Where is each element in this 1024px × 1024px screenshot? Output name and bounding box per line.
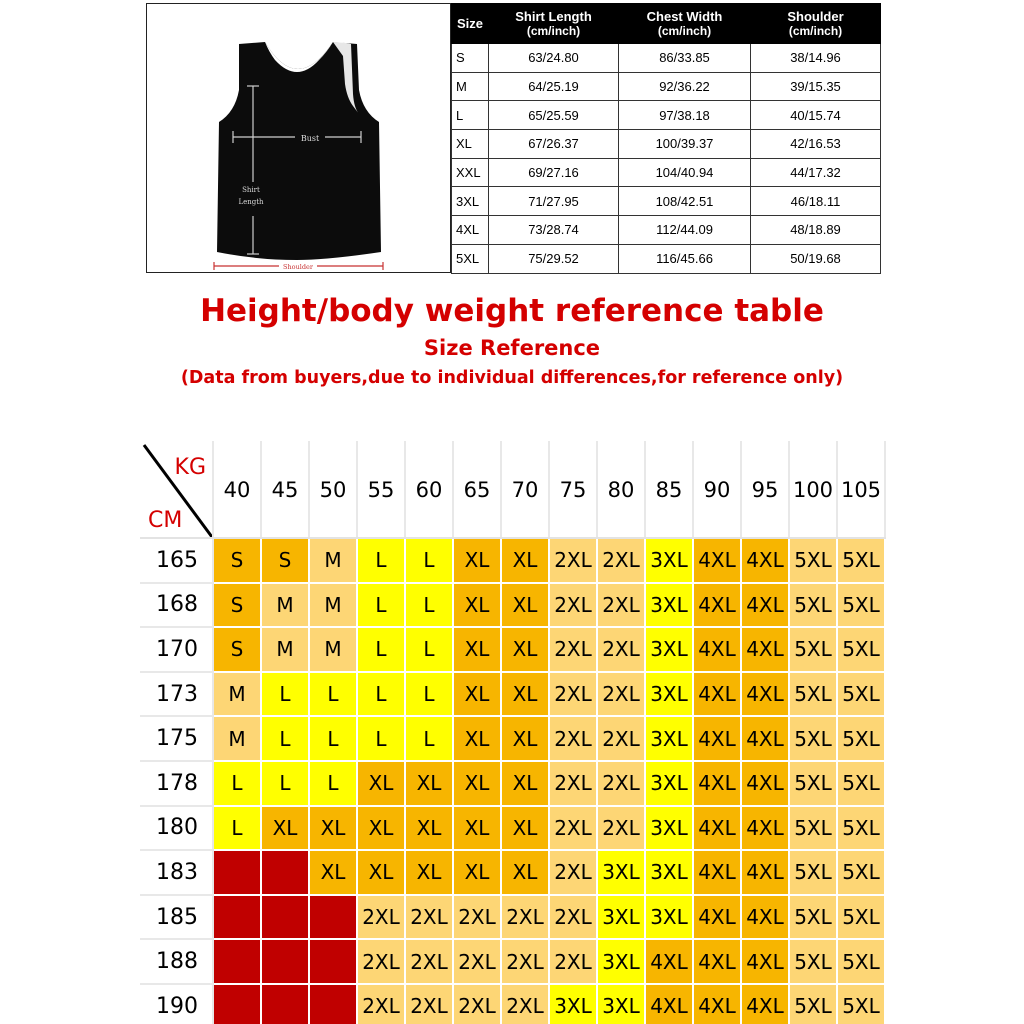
size-recommendation-cell: L bbox=[357, 672, 405, 717]
height-row bbox=[141, 850, 885, 895]
size-recommendation-cell: XL bbox=[501, 672, 549, 717]
size-recommendation-cell: 2XL bbox=[549, 850, 597, 895]
size-recommendation-cell: S bbox=[213, 538, 261, 583]
size-recommendation-cell: 3XL bbox=[645, 583, 693, 628]
measurement-cell: 73/28.74 bbox=[489, 216, 619, 245]
measurement-cell: 112/44.09 bbox=[619, 216, 751, 245]
size-recommendation-cell: 3XL bbox=[645, 806, 693, 851]
height-value-cell: 185 bbox=[141, 895, 213, 940]
size-table-row bbox=[452, 216, 881, 245]
not-applicable-cell bbox=[261, 984, 309, 1024]
size-recommendation-cell: 2XL bbox=[357, 895, 405, 940]
size-recommendation-cell: L bbox=[357, 538, 405, 583]
size-recommendation-cell: 2XL bbox=[549, 716, 597, 761]
size-recommendation-cell: 4XL bbox=[693, 761, 741, 806]
size-table-row bbox=[452, 72, 881, 101]
size-recommendation-cell: 5XL bbox=[789, 672, 837, 717]
size-recommendation-cell: L bbox=[213, 806, 261, 851]
measurement-cell: 108/42.51 bbox=[619, 187, 751, 216]
size-recommendation-cell: 5XL bbox=[837, 939, 885, 984]
height-value-cell: 190 bbox=[141, 984, 213, 1024]
height-weight-reference-grid bbox=[140, 441, 886, 1024]
size-recommendation-cell: XL bbox=[453, 850, 501, 895]
weight-column-header: 85 bbox=[645, 442, 693, 538]
size-recommendation-cell: 2XL bbox=[501, 895, 549, 940]
height-value-cell: 175 bbox=[141, 716, 213, 761]
size-recommendation-cell: 4XL bbox=[645, 984, 693, 1024]
weight-column-header: 55 bbox=[357, 442, 405, 538]
size-recommendation-cell: XL bbox=[453, 538, 501, 583]
weight-column-header: 45 bbox=[261, 442, 309, 538]
size-recommendation-cell: L bbox=[405, 538, 453, 583]
not-applicable-cell bbox=[309, 939, 357, 984]
measurement-cell: 97/38.18 bbox=[619, 101, 751, 130]
size-recommendation-cell: 2XL bbox=[597, 761, 645, 806]
weight-header-row bbox=[141, 442, 885, 538]
size-table-row bbox=[452, 158, 881, 187]
size-cell: S bbox=[452, 44, 489, 73]
size-recommendation-cell: 2XL bbox=[549, 583, 597, 628]
size-recommendation-cell: L bbox=[357, 716, 405, 761]
tank-top-shape bbox=[217, 42, 381, 260]
not-applicable-cell bbox=[309, 984, 357, 1024]
size-recommendation-cell: XL bbox=[501, 583, 549, 628]
shirt-length-label-1: Shirt bbox=[242, 186, 260, 194]
measurement-cell: 63/24.80 bbox=[489, 44, 619, 73]
size-recommendation-cell: 4XL bbox=[741, 895, 789, 940]
size-table-header: Chest Width (cm/inch) bbox=[619, 4, 751, 44]
size-recommendation-cell: 2XL bbox=[597, 583, 645, 628]
size-recommendation-cell: 4XL bbox=[693, 672, 741, 717]
size-recommendation-cell: 5XL bbox=[789, 850, 837, 895]
size-recommendation-cell: 2XL bbox=[453, 984, 501, 1024]
height-row bbox=[141, 895, 885, 940]
measurement-cell: 64/25.19 bbox=[489, 72, 619, 101]
size-recommendation-cell: 2XL bbox=[597, 806, 645, 851]
size-recommendation-cell: L bbox=[405, 627, 453, 672]
height-row bbox=[141, 627, 885, 672]
weight-column-header: 75 bbox=[549, 442, 597, 538]
measurement-cell: 50/19.68 bbox=[751, 244, 881, 273]
size-recommendation-cell: 2XL bbox=[597, 538, 645, 583]
size-table-row bbox=[452, 244, 881, 273]
size-recommendation-cell: M bbox=[261, 627, 309, 672]
weight-column-header: 90 bbox=[693, 442, 741, 538]
weight-column-header: 80 bbox=[597, 442, 645, 538]
size-recommendation-cell: 2XL bbox=[597, 627, 645, 672]
size-recommendation-cell: 5XL bbox=[837, 716, 885, 761]
height-value-cell: 178 bbox=[141, 761, 213, 806]
size-recommendation-cell: 5XL bbox=[789, 939, 837, 984]
size-recommendation-cell: 5XL bbox=[837, 538, 885, 583]
measurement-cell: 46/18.11 bbox=[751, 187, 881, 216]
weight-column-header: 40 bbox=[213, 442, 261, 538]
measurement-cell: 40/15.74 bbox=[751, 101, 881, 130]
not-applicable-cell bbox=[309, 895, 357, 940]
size-recommendation-cell: S bbox=[213, 627, 261, 672]
measurement-cell: 92/36.22 bbox=[619, 72, 751, 101]
size-recommendation-cell: 4XL bbox=[693, 627, 741, 672]
measurement-cell: 39/15.35 bbox=[751, 72, 881, 101]
size-table-header: Size bbox=[452, 4, 489, 44]
shirt-length-label-2: Length bbox=[238, 198, 264, 206]
weight-column-header: 70 bbox=[501, 442, 549, 538]
size-recommendation-cell: XL bbox=[453, 806, 501, 851]
size-recommendation-cell: 3XL bbox=[549, 984, 597, 1024]
size-recommendation-cell: XL bbox=[501, 716, 549, 761]
size-cell: M bbox=[452, 72, 489, 101]
size-cell: XXL bbox=[452, 158, 489, 187]
height-value-cell: 170 bbox=[141, 627, 213, 672]
size-recommendation-cell: XL bbox=[357, 761, 405, 806]
weight-column-header: 95 bbox=[741, 442, 789, 538]
size-recommendation-cell: 3XL bbox=[645, 761, 693, 806]
reference-table-subtitle: Size Reference bbox=[423, 336, 601, 360]
size-recommendation-cell: 5XL bbox=[789, 716, 837, 761]
measurement-cell: 65/25.59 bbox=[489, 101, 619, 130]
measurement-cell: 38/14.96 bbox=[751, 44, 881, 73]
size-recommendation-cell: XL bbox=[453, 583, 501, 628]
size-recommendation-cell: XL bbox=[405, 761, 453, 806]
size-recommendation-cell: M bbox=[309, 583, 357, 628]
size-recommendation-cell: 5XL bbox=[789, 583, 837, 628]
not-applicable-cell bbox=[261, 939, 309, 984]
size-recommendation-cell: 3XL bbox=[645, 672, 693, 717]
size-recommendation-cell: 2XL bbox=[597, 716, 645, 761]
size-table-row bbox=[452, 101, 881, 130]
size-recommendation-cell: 4XL bbox=[693, 850, 741, 895]
size-recommendation-cell: 5XL bbox=[789, 538, 837, 583]
size-recommendation-cell: 2XL bbox=[405, 984, 453, 1024]
size-recommendation-cell: L bbox=[405, 583, 453, 628]
size-recommendation-cell: 2XL bbox=[597, 672, 645, 717]
height-value-cell: 168 bbox=[141, 583, 213, 628]
height-row bbox=[141, 538, 885, 583]
size-recommendation-cell: 3XL bbox=[645, 895, 693, 940]
size-table-header-row bbox=[452, 4, 881, 44]
height-row bbox=[141, 984, 885, 1024]
size-recommendation-cell: 2XL bbox=[549, 538, 597, 583]
size-measurement-table bbox=[451, 3, 881, 274]
height-row bbox=[141, 672, 885, 717]
size-recommendation-cell: 2XL bbox=[501, 984, 549, 1024]
size-table-row bbox=[452, 44, 881, 73]
size-recommendation-cell: XL bbox=[501, 806, 549, 851]
size-recommendation-cell: XL bbox=[501, 850, 549, 895]
size-recommendation-cell: 2XL bbox=[357, 984, 405, 1024]
size-recommendation-cell: 3XL bbox=[597, 850, 645, 895]
size-recommendation-cell: 2XL bbox=[405, 895, 453, 940]
height-value-cell: 188 bbox=[141, 939, 213, 984]
size-recommendation-cell: XL bbox=[501, 538, 549, 583]
size-recommendation-cell: XL bbox=[501, 761, 549, 806]
not-applicable-cell bbox=[213, 984, 261, 1024]
size-recommendation-cell: L bbox=[405, 716, 453, 761]
size-recommendation-cell: XL bbox=[405, 850, 453, 895]
size-recommendation-cell: XL bbox=[453, 672, 501, 717]
size-recommendation-cell: L bbox=[309, 761, 357, 806]
not-applicable-cell bbox=[213, 850, 261, 895]
size-recommendation-cell: M bbox=[213, 716, 261, 761]
size-recommendation-cell: 4XL bbox=[741, 984, 789, 1024]
size-table-body bbox=[452, 44, 881, 274]
weight-column-header: 100 bbox=[789, 442, 837, 538]
weight-column-header: 65 bbox=[453, 442, 501, 538]
size-recommendation-cell: XL bbox=[309, 850, 357, 895]
not-applicable-cell bbox=[213, 939, 261, 984]
size-table-row bbox=[452, 187, 881, 216]
size-cell: 4XL bbox=[452, 216, 489, 245]
size-recommendation-cell: 4XL bbox=[645, 939, 693, 984]
size-recommendation-cell: L bbox=[405, 672, 453, 717]
size-recommendation-cell: 3XL bbox=[597, 984, 645, 1024]
size-recommendation-cell: 4XL bbox=[741, 627, 789, 672]
size-recommendation-cell: 3XL bbox=[645, 850, 693, 895]
size-recommendation-cell: L bbox=[309, 672, 357, 717]
measurement-cell: 71/27.95 bbox=[489, 187, 619, 216]
size-table-header: Shoulder (cm/inch) bbox=[751, 4, 881, 44]
height-value-cell: 180 bbox=[141, 806, 213, 851]
height-row bbox=[141, 716, 885, 761]
size-recommendation-cell: 2XL bbox=[453, 895, 501, 940]
height-row bbox=[141, 583, 885, 628]
size-recommendation-cell: L bbox=[357, 627, 405, 672]
size-recommendation-cell: 4XL bbox=[741, 850, 789, 895]
size-recommendation-cell: 5XL bbox=[789, 761, 837, 806]
size-recommendation-cell: 4XL bbox=[741, 583, 789, 628]
size-recommendation-cell: 5XL bbox=[837, 806, 885, 851]
measurement-cell: 48/18.89 bbox=[751, 216, 881, 245]
height-row bbox=[141, 761, 885, 806]
shoulder-label: Shoulder bbox=[283, 263, 313, 271]
size-recommendation-cell: 5XL bbox=[789, 895, 837, 940]
size-recommendation-cell: M bbox=[309, 538, 357, 583]
weight-column-header: 60 bbox=[405, 442, 453, 538]
measurement-cell: 100/39.37 bbox=[619, 130, 751, 159]
size-cell: 3XL bbox=[452, 187, 489, 216]
size-cell: 5XL bbox=[452, 244, 489, 273]
size-recommendation-cell: 3XL bbox=[645, 716, 693, 761]
size-recommendation-cell: S bbox=[213, 583, 261, 628]
measurement-cell: 44/17.32 bbox=[751, 158, 881, 187]
size-recommendation-cell: M bbox=[213, 672, 261, 717]
size-recommendation-cell: 4XL bbox=[693, 984, 741, 1024]
height-value-cell: 173 bbox=[141, 672, 213, 717]
size-recommendation-cell: 4XL bbox=[741, 538, 789, 583]
weight-column-header: 105 bbox=[837, 442, 885, 538]
reference-table-note: (Data from buyers,due to individual differences,for reference only) bbox=[180, 368, 844, 388]
size-cell: L bbox=[452, 101, 489, 130]
height-value-cell: 183 bbox=[141, 850, 213, 895]
size-recommendation-cell: XL bbox=[453, 716, 501, 761]
size-recommendation-cell: 2XL bbox=[405, 939, 453, 984]
size-recommendation-cell: 5XL bbox=[837, 761, 885, 806]
size-recommendation-cell: L bbox=[261, 716, 309, 761]
size-recommendation-cell: XL bbox=[501, 627, 549, 672]
tank-top-illustration bbox=[147, 4, 450, 272]
size-recommendation-cell: 5XL bbox=[837, 672, 885, 717]
size-recommendation-cell: 2XL bbox=[501, 939, 549, 984]
size-recommendation-cell: L bbox=[213, 761, 261, 806]
size-recommendation-cell: 4XL bbox=[693, 538, 741, 583]
size-recommendation-cell: 4XL bbox=[741, 761, 789, 806]
size-recommendation-cell: XL bbox=[309, 806, 357, 851]
garment-diagram bbox=[146, 3, 451, 273]
height-unit-label: CM bbox=[148, 508, 183, 533]
measurement-cell: 69/27.16 bbox=[489, 158, 619, 187]
size-recommendation-cell: 5XL bbox=[837, 984, 885, 1024]
measurement-cell: 116/45.66 bbox=[619, 244, 751, 273]
size-recommendation-cell: 5XL bbox=[789, 984, 837, 1024]
measurement-cell: 86/33.85 bbox=[619, 44, 751, 73]
size-recommendation-cell: M bbox=[261, 583, 309, 628]
size-table-header: Shirt Length (cm/inch) bbox=[489, 4, 619, 44]
size-recommendation-cell: 4XL bbox=[741, 672, 789, 717]
size-recommendation-cell: 2XL bbox=[549, 761, 597, 806]
size-recommendation-cell: 4XL bbox=[693, 583, 741, 628]
reference-table-title: Height/body weight reference table bbox=[200, 293, 824, 329]
size-recommendation-cell: XL bbox=[453, 761, 501, 806]
size-recommendation-cell: 5XL bbox=[789, 806, 837, 851]
size-recommendation-cell: 2XL bbox=[453, 939, 501, 984]
size-recommendation-cell: XL bbox=[357, 806, 405, 851]
measurement-cell: 104/40.94 bbox=[619, 158, 751, 187]
height-value-cell: 165 bbox=[141, 538, 213, 583]
size-recommendation-cell: 3XL bbox=[645, 538, 693, 583]
size-recommendation-cell: 4XL bbox=[693, 716, 741, 761]
size-recommendation-cell: 5XL bbox=[837, 895, 885, 940]
size-recommendation-cell: 3XL bbox=[597, 939, 645, 984]
size-recommendation-cell: 3XL bbox=[597, 895, 645, 940]
size-recommendation-cell: 4XL bbox=[741, 939, 789, 984]
size-recommendation-cell: M bbox=[309, 627, 357, 672]
not-applicable-cell bbox=[261, 850, 309, 895]
size-recommendation-cell: 2XL bbox=[549, 895, 597, 940]
size-recommendation-cell: XL bbox=[261, 806, 309, 851]
measurement-cell: 42/16.53 bbox=[751, 130, 881, 159]
not-applicable-cell bbox=[213, 895, 261, 940]
size-recommendation-cell: L bbox=[357, 583, 405, 628]
size-recommendation-cell: 5XL bbox=[789, 627, 837, 672]
height-row bbox=[141, 939, 885, 984]
size-recommendation-cell: XL bbox=[357, 850, 405, 895]
size-recommendation-cell: 2XL bbox=[549, 627, 597, 672]
grid-corner-cell bbox=[141, 442, 213, 538]
size-recommendation-cell: XL bbox=[405, 806, 453, 851]
not-applicable-cell bbox=[261, 895, 309, 940]
bust-label: Bust bbox=[300, 134, 320, 143]
size-cell: XL bbox=[452, 130, 489, 159]
size-recommendation-cell: 5XL bbox=[837, 627, 885, 672]
weight-unit-label: KG bbox=[174, 455, 206, 480]
size-recommendation-cell: 4XL bbox=[693, 895, 741, 940]
weight-column-header: 50 bbox=[309, 442, 357, 538]
size-recommendation-cell: 5XL bbox=[837, 583, 885, 628]
size-recommendation-cell: 4XL bbox=[693, 806, 741, 851]
height-row bbox=[141, 806, 885, 851]
size-recommendation-cell: 2XL bbox=[357, 939, 405, 984]
size-recommendation-cell: XL bbox=[453, 627, 501, 672]
measurement-cell: 75/29.52 bbox=[489, 244, 619, 273]
size-recommendation-cell: 4XL bbox=[741, 716, 789, 761]
size-recommendation-cell: L bbox=[261, 672, 309, 717]
size-recommendation-cell: 3XL bbox=[645, 627, 693, 672]
reference-grid-body bbox=[141, 538, 885, 1024]
size-recommendation-cell: 2XL bbox=[549, 939, 597, 984]
size-recommendation-cell: 5XL bbox=[837, 850, 885, 895]
size-recommendation-cell: 2XL bbox=[549, 672, 597, 717]
size-recommendation-cell: 4XL bbox=[741, 806, 789, 851]
size-recommendation-cell: 4XL bbox=[693, 939, 741, 984]
size-recommendation-cell: L bbox=[261, 761, 309, 806]
size-recommendation-cell: 2XL bbox=[549, 806, 597, 851]
size-recommendation-cell: S bbox=[261, 538, 309, 583]
size-table-row bbox=[452, 130, 881, 159]
measurement-cell: 67/26.37 bbox=[489, 130, 619, 159]
size-recommendation-cell: L bbox=[309, 716, 357, 761]
